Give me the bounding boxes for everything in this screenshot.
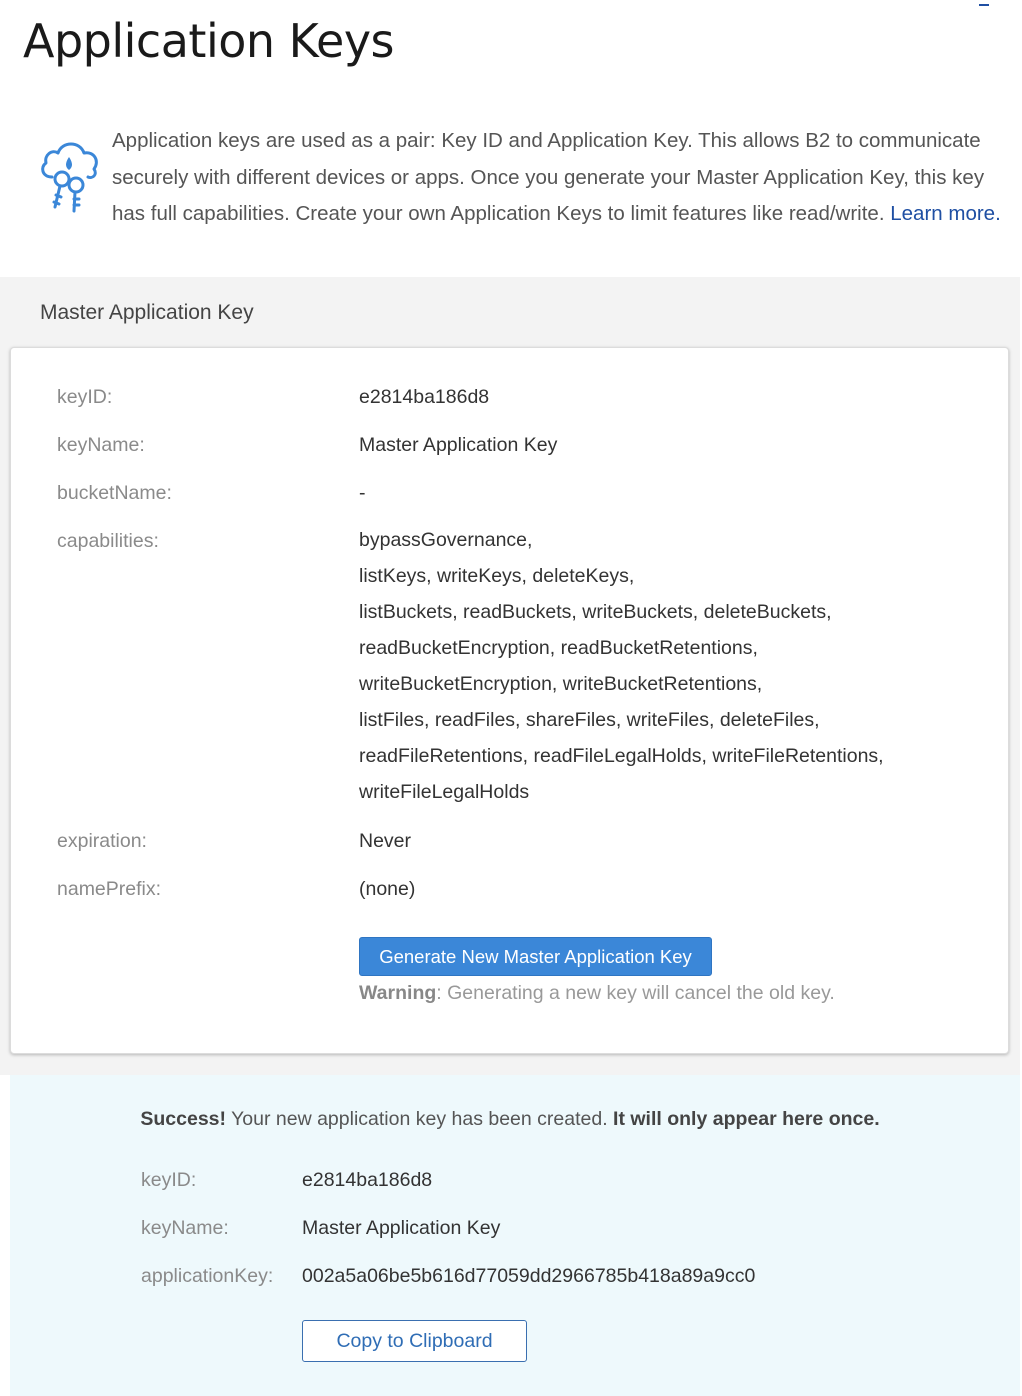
master-key-card (10, 347, 1009, 1054)
bucketname-label: bucketName: (57, 482, 172, 504)
bucketname-value: - (359, 482, 366, 504)
new-keyid-value: e2814ba186d8 (302, 1169, 433, 1191)
keyid-label: keyID: (57, 386, 113, 408)
application-key-label: applicationKey: (141, 1265, 274, 1287)
expiration-label: expiration: (57, 830, 147, 852)
warning-text: : Generating a new key will cancel the old key. (436, 982, 835, 1004)
keyid-value: e2814ba186d8 (359, 386, 490, 408)
capabilities-label: capabilities: (57, 530, 159, 552)
warning-message (359, 982, 835, 1005)
capability-line: bypassGovernance, (359, 529, 533, 551)
capability-line: listBuckets, readBuckets, writeBuckets, deleteBuckets, (359, 601, 832, 623)
new-keyname-value: Master Application Key (302, 1217, 501, 1239)
warning-label: Warning (359, 982, 437, 1004)
learn-more-link[interactable]: Learn more. (890, 202, 1001, 225)
capability-line: listKeys, writeKeys, deleteKeys, (359, 565, 635, 587)
success-bold-prefix: Success! (140, 1108, 227, 1130)
master-key-section (0, 277, 1020, 1075)
master-key-heading: Master Application Key (40, 301, 254, 324)
capability-line: listFiles, readFiles, shareFiles, writeFiles, deleteFiles, (359, 709, 820, 731)
nameprefix-label: namePrefix: (57, 878, 162, 900)
success-bold-suffix: It will only appear here once. (613, 1108, 880, 1130)
nameprefix-value: (none) (359, 878, 416, 900)
new-keyid-label: keyID: (141, 1169, 197, 1191)
application-key-value[interactable]: 002a5a06be5b616d77059dd2966785b418a89a9cc0 (302, 1265, 756, 1287)
capability-line: readBucketEncryption, readBucketRetentions, (359, 637, 758, 659)
keyname-value: Master Application Key (359, 434, 558, 456)
success-message (10, 1108, 1010, 1131)
success-text: Your new application key has been created. (226, 1108, 614, 1130)
intro-text: Application keys are used as a pair: Key ID and Application Key. This allows B2 to communicate securely with different devices or apps. Once you generate your Master Application Key, this key has full capabilities. Create your own Application Keys to limit features like read/write. (112, 129, 985, 225)
capabilities-list (359, 522, 884, 810)
capability-line: writeBucketEncryption, writeBucketRetentions, (359, 673, 763, 695)
generate-master-key-button[interactable]: Generate New Master Application Key (359, 937, 712, 976)
expiration-value: Never (359, 830, 412, 852)
capability-line: readFileRetentions, readFileLegalHolds, writeFileRetentions, (359, 745, 884, 767)
new-keyname-label: keyName: (141, 1217, 229, 1239)
keyname-label: keyName: (57, 434, 145, 456)
copy-to-clipboard-button[interactable]: Copy to Clipboard (302, 1320, 527, 1362)
corner-link-fragment (979, 0, 989, 6)
success-panel (10, 1075, 1020, 1396)
page-title: Application Keys (23, 14, 395, 68)
capability-line: writeFileLegalHolds (359, 781, 530, 803)
cloud-keys-icon (38, 133, 100, 213)
intro-description (112, 123, 1022, 233)
